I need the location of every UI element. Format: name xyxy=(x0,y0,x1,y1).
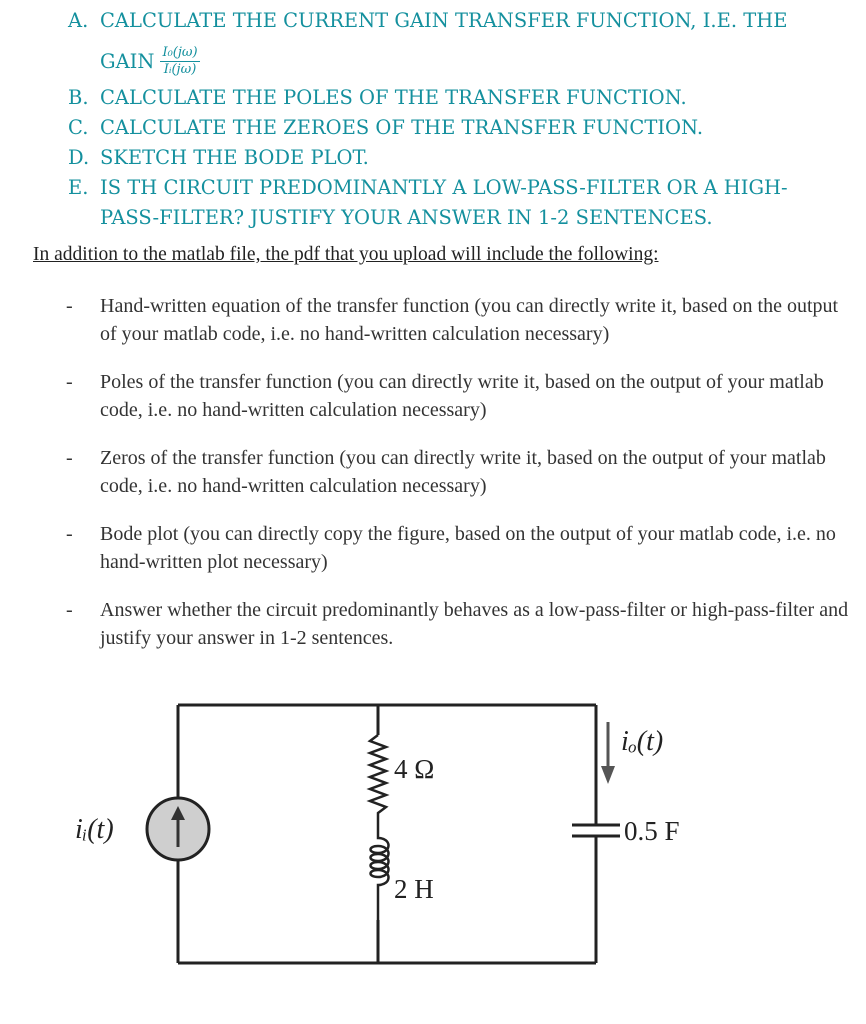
current-source xyxy=(147,798,209,860)
resistor xyxy=(370,735,386,825)
gain-word: GAIN xyxy=(100,49,155,73)
source-label: iᵢ(t) xyxy=(75,814,114,845)
bullet-text: Bode plot (you can directly copy the figure, based on the output of your matlab code, i.e. no hand-written plot necessary) xyxy=(100,523,836,573)
question-letter: B. xyxy=(68,86,89,109)
question-text: SKETCH THE BODE PLOT. xyxy=(100,146,369,169)
circuit-wires xyxy=(178,705,596,963)
question-text: CALCULATE THE POLES OF THE TRANSFER FUNCTION. xyxy=(100,86,687,109)
question-e xyxy=(68,173,848,203)
question-text: IS TH CIRCUIT PREDOMINANTLY A LOW-PASS-FILTER OR A HIGH- xyxy=(100,176,788,199)
question-a xyxy=(68,6,848,36)
question-e-continued: PASS-FILTER? JUSTIFY YOUR ANSWER IN 1-2 SENTENCES. xyxy=(100,206,713,229)
gain-denominator: Iᵢ(jω) xyxy=(163,61,197,77)
question-letter: E. xyxy=(68,176,89,199)
bullet-text: Zeros of the transfer function (you can directly write it, based on the output of your matlab code, i.e. no hand-written calculation necessary) xyxy=(100,447,826,497)
question-text: CALCULATE THE ZEROES OF THE TRANSFER FUNCTION. xyxy=(100,116,704,139)
question-b xyxy=(68,83,848,113)
gain-expression xyxy=(100,38,200,84)
gain-numerator: I₀(jω) xyxy=(162,44,198,60)
bullet-text: Answer whether the circuit predominantly behaves as a low-pass-filter or high-pass-filter and justify your answer in 1-2 sentences. xyxy=(100,599,849,649)
output-current-arrow xyxy=(601,722,615,784)
inductor-label: 2 H xyxy=(394,874,434,904)
output-current-label: iₒ(t) xyxy=(621,726,664,757)
resistor-label: 4 Ω xyxy=(394,754,435,784)
question-letter: C. xyxy=(68,116,89,139)
bullet-text: Poles of the transfer function (you can directly write it, based on the output of your matlab code, i.e. no hand-written calculation necessary) xyxy=(100,371,824,421)
bullet-dash: - xyxy=(66,371,73,393)
bullet-dash: - xyxy=(66,599,73,621)
capacitor xyxy=(572,825,620,836)
inductor xyxy=(371,825,389,920)
question-c xyxy=(68,113,848,143)
capacitor-label: 0.5 F xyxy=(624,816,680,846)
bullet-dash: - xyxy=(66,295,73,317)
question-letter: D. xyxy=(68,146,90,169)
question-letter: A. xyxy=(68,9,89,32)
question-d xyxy=(68,143,848,173)
gain-fraction xyxy=(160,45,199,78)
bullet-text: Hand-written equation of the transfer function (you can directly write it, based on the output of your matlab code, i.e. no hand-written calculation necessary) xyxy=(100,295,839,345)
intro-heading: In addition to the matlab file, the pdf that you upload will include the following: xyxy=(33,244,659,265)
circuit-diagram xyxy=(0,660,866,1024)
question-text: CALCULATE THE CURRENT GAIN TRANSFER FUNCTION, I.E. THE xyxy=(100,9,788,32)
bullet-dash: - xyxy=(66,447,73,469)
bullet-dash: - xyxy=(66,523,73,545)
